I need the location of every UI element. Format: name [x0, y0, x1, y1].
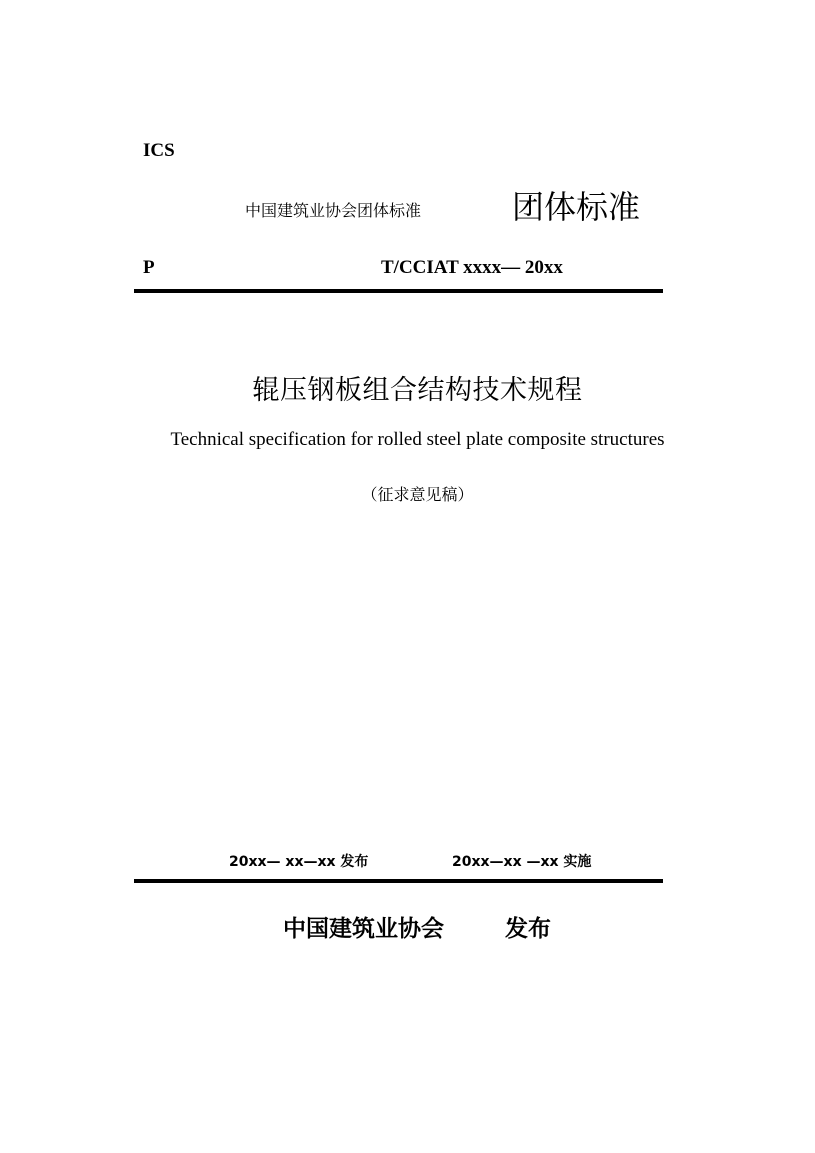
publish-label: 发布 — [505, 916, 551, 942]
group-standard-heading: 团体标准 — [512, 188, 641, 226]
draft-note: （征求意见稿） — [361, 485, 474, 504]
org-standard-label: 中国建筑业协会团体标准 — [245, 201, 422, 220]
document-title-english: Technical specification for rolled steel plate composite structures — [170, 429, 665, 450]
classification-code: P — [143, 257, 155, 278]
publisher-name: 中国建筑业协会 — [283, 916, 444, 942]
ics-label: ICS — [143, 140, 175, 161]
header-divider — [134, 289, 663, 293]
implementation-date: 20xx—xx —xx 实施 — [452, 854, 592, 870]
document-title-chinese: 辊压钢板组合结构技术规程 — [252, 375, 583, 406]
footer-divider — [134, 879, 663, 883]
standard-number: T/CCIAT xxxx— 20xx — [381, 257, 563, 278]
issue-date: 20xx— xx—xx 发布 — [229, 854, 369, 870]
